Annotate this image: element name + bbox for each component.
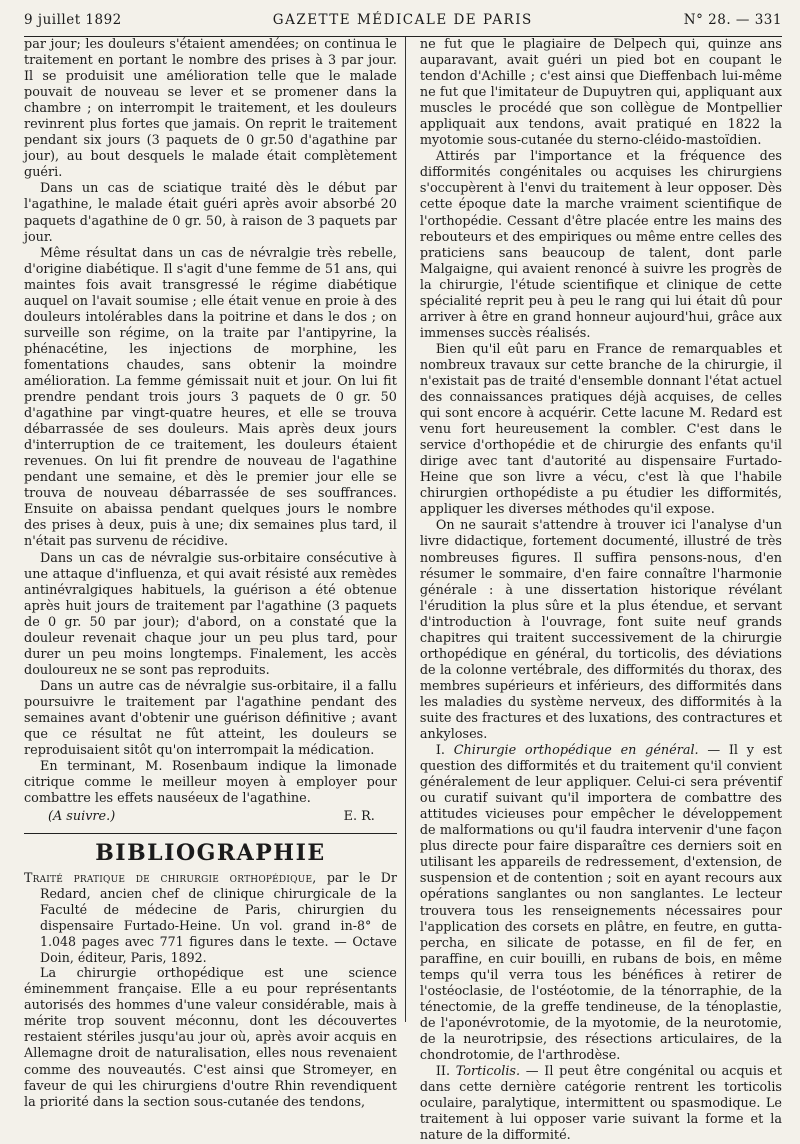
columns — [24, 37, 782, 1144]
section-general-orthopedics — [420, 743, 782, 1064]
journal-title: GAZETTE MÉDICALE DE PARIS — [272, 12, 533, 28]
section-number: II. — [435, 1064, 456, 1079]
page-header — [24, 12, 782, 34]
book-details: par le Dr Redard, ancien chef de clinique chirurgicale de la Faculté de médecine de Paris, chirurgien du dispensaire Furtado-Heine. Un vol. grand in-8° de 1.048 pages avec 771 figures dans le texte. — Octave Doin, éditeur, Paris, 1892. — [40, 870, 397, 966]
paragraph: On ne saurait s'attendre à trouver ici l'analyse d'un livre didactique, fortement documenté, illustré de très nombreuses figures. Il suffira pensons-nous, d'en résumer le sommaire, d'en faire connaître l'harmonie générale : à une dissertation historique révélant l'érudition la plus sûre et la plus étendue, et servant d'introduction à l'ouvrage, font suite neuf grands chapitres qui traitent successivement de la chirurgie orthopédique en général, du torticolis, des déviations de la colonne vertébrale, des difformités du thorax, des membres supérieurs et inférieurs, des difformités dans les maladies du système nerveux, des difformités à la suite des fractures et des luxations, des contractures et ankyloses. — [419, 518, 782, 743]
right-column — [419, 37, 782, 1144]
paragraph: Dans un autre cas de névralgie sus-orbitaire, il a fallu poursuivre le traitement par l'agathine pendant des semaines avant d'obtenir une guérison définitive ; avant que ce résultat ne fût atteint, les douleurs se reproduisaient sitôt qu'on interrompait la médication. — [24, 678, 397, 759]
paragraph: Même résultat dans un cas de névralgie très rebelle, d'origine diabétique. Il s'agit d'une femme de 51 ans, qui maintes fois avait transgressé le régime diabétique auquel on l'avait soumise ; elle était venue en proie à des douleurs intolérables dans la poitrine et dans le dos ; on surveille son régime, on la traite par l'antipyrine, la phénacétine, les injections de morphine, les fomentations chaudes, sans obtenir la moindre amélioration. La femme gémissait nuit et jour. On lui fit prendre pendant trois jours 3 paquets de 0 gr. 50 d'agathine par vingt-quatre heures, et elle se trouva débarrassée de ses douleurs. Mais après deux jours d'interruption de ce traitement, les douleurs étaient revenues. On lui fit prendre de nouveau de l'agathine pendant une semaine, et dès le premier jour elle se trouva de nouveau débarrassée de ses souffrances. Ensuite on abaissa pendant quelques jours le nombre des prises à deux, puis à une; dix semaines plus tard, il n'était pas survenu de récidive. — [24, 245, 397, 550]
paragraph: La chirurgie orthopédique est une science éminemment française. Elle a eu pour représentants autorisés des hommes d'une valeur considérable, mais à mérite trop souvent méconnu, dont les découvertes restaient stériles jusqu'au jour où, après avoir acquis en Allemagne droit de naturalisation, elles nous revenaient comme des nouveautés. C'est ainsi que Stromeyer, en faveur de qui les chirurgiens d'outre Rhin revendiquent la priorité dans la section sous-cutanée des tendons, — [24, 966, 397, 1110]
left-column — [24, 37, 406, 1110]
article-signoff — [24, 807, 397, 825]
paragraph: Attirés par l'importance et la fréquence des difformités congénitales ou acquises les chirurgiens s'occupèrent à l'envi du traitement à leur opposer. Dès cette époque date la marche vraiment scientifique de l'orthopédie. Cessant d'être placée entre les mains des rebouteurs et des empiriques ou même entre celles des praticiens sans beaucoup de talent, dont parle Malgaigne, qui avaient renoncé à suivre les progrès de la chirurgie, l'étude scientifique et clinique de cette spécialité reprit peu à peu le rang qui lui était dû pour arriver à être en grand honneur aujourd'hui, grâce aux immenses succès réalisés. — [419, 149, 782, 341]
paragraph: En terminant, M. Rosenbaum indique la limonade citrique comme le meilleur moyen à employer pour combattre les effets nauséeux de l'agathine. — [24, 759, 397, 807]
to-be-continued: (A suivre.) — [48, 809, 116, 825]
paragraph: Dans un cas de névralgie sus-orbitaire consécutive à une attaque d'influenza, et qui avait résisté aux remèdes antinévralgiques habituels, la guérison a été obtenue après huit jours de traitement par l'agathine (3 paquets de 0 gr. 50 par jour); d'abord, on a constaté que la douleur revenait chaque jour un peu plus tard, pour durer un peu moins longtemps. Finalement, les accès douloureux ne se sont pas reproduits. — [24, 550, 397, 678]
author-initials: E. R. — [343, 809, 375, 825]
section-number: I. — [435, 743, 454, 759]
section-divider — [24, 833, 397, 834]
paragraph: par jour; les douleurs s'étaient amendées; on continua le traitement en portant le nombre des prises à 3 par jour. Il se produisit une amélioration telle que le malade pouvait de nouveau se lever et se promener dans la chambre ; on interrompit le traitement, et les douleurs revinrent plus fortes que jamais. On reprit le traitement pendant six jours (3 paquets de 0 gr.50 d'agathine par jour), au bout desquels le malade était complètement guéri. — [24, 37, 397, 181]
bibliography-entry — [24, 870, 397, 966]
bibliography-heading: BIBLIOGRAPHIE — [95, 840, 326, 867]
issue-page-number: N° 28. — 331 — [683, 12, 782, 28]
section-title: Chirurgie orthopédique en général. — [453, 743, 699, 759]
paragraph: Bien qu'il eût paru en France de remarquables et nombreux travaux sur cette branche de la chirurgie, il n'existait pas de traité d'ensemble donnant l'état actuel des connaissances pratiques déjà acquises, de celles qui sont encore à acquérir. Cette lacune M. Redard est venu fort heureusement la combler. C'est dans le service d'orthopédie et de chirurgie des enfants qu'il dirige avec tant d'autorité au dispensaire Furtado-Heine que son livre a vécu, c'est là que l'habile chirurgien orthopédiste a pu étudier les difformités, appliquer les diverses méthodes qu'il expose. — [419, 341, 782, 518]
book-title: Traité pratique de chirurgie orthopédique, — [24, 870, 317, 886]
section-text: — Il y est question des difformités et du traitement qu'il convient généralement de leur appliquer. Celui-ci sera préventif ou curatif suivant qu'il importera de combattre des attitudes vicieuses pour empêcher le développement de malformations ou qu'il faudra intervenir d'une façon plus directe pour faire disparaître ces derniers soit en utilisant les appareils de redressement, d'extension, de suspension et de contention ; soit en ayant recours aux opérations sanglantes ou non sanglantes. Le lecteur trouvera tous les renseignements nécessaires pour l'application des corsets en plâtre, en feutre, en gutta-percha, en silicate de potasse, en fil de fer, en paraffine, en cuir bouilli, en rubans de bois, en même temps qu'il verra tous les bénéfices à retirer de l'ostéoclasie, de l'ostéotomie, de la ténorraphie, de la ténectomie, de la greffe tendineuse, de la ténoplastie, de l'aponévrotomie, de la myotomie, de la neurotomie, de la neurotripsie, des résections articulaires, de la chondrotomie, de l'arthrodèse. — [419, 743, 782, 1063]
section-text: — Il peut être congénital ou acquis et dans cette dernière catégorie rentrent les torticolis oculaire, paralytique, intermittent ou spasmodique. Le traitement à lui opposer varie suivant la forme et la nature de la difformité. — [419, 1064, 782, 1144]
paragraph: ne fut que le plagiaire de Delpech qui, quinze ans auparavant, avait guéri un pied bot en coupant le tendon d'Achille ; c'est ainsi que Dieffenbach lui-même ne fut que l'imitateur de Dupuytren qui, appliquant aux muscles le procédé que son collègue de Montpellier appliquait aux tendons, avait pratiqué en 1822 la myotomie sous-cutanée du sterno-cléido-mastoïdien. — [419, 37, 782, 149]
section-torticollis — [420, 1064, 782, 1144]
section-title: Torticolis. — [455, 1064, 521, 1079]
header-date: 9 juillet 1892 — [24, 12, 122, 28]
paragraph: Dans un cas de sciatique traité dès le début par l'agathine, le malade était guéri après avoir absorbé 20 paquets d'agathine de 0 gr. 50, à raison de 3 paquets par jour. — [24, 181, 397, 245]
